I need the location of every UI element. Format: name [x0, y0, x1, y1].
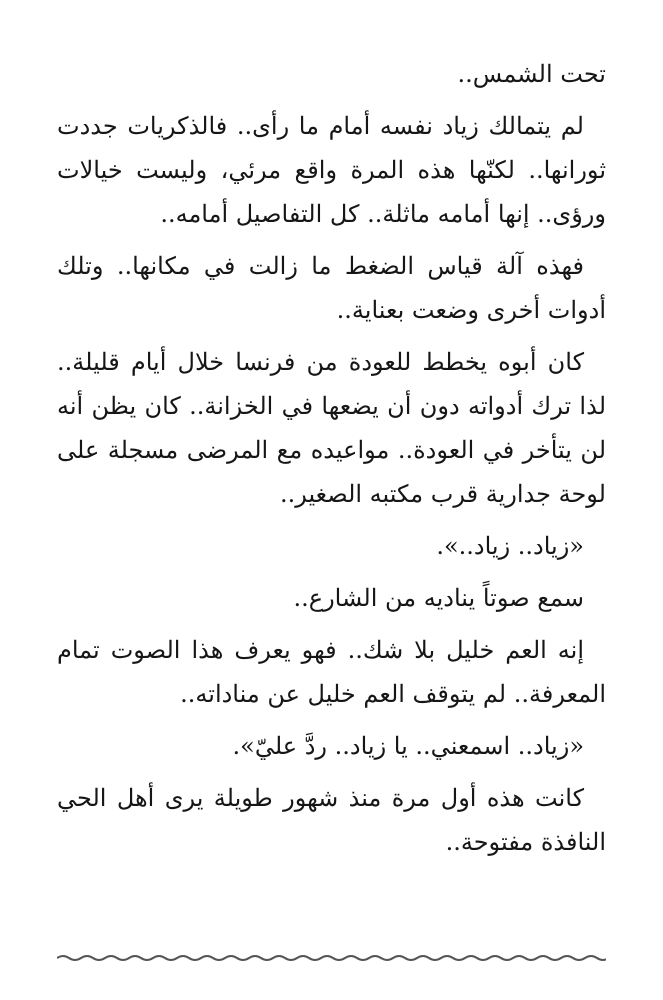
paragraph-3: فهذه آلة قياس الضغط ما زالت في مكانها.. وتلك أدوات أخرى وضعت بعناية..	[57, 252, 606, 324]
paragraph-7: إنه العم خليل بلا شك.. فهو يعرف هذا الصوت تمام المعرفة.. لم يتوقف العم خليل عن مناداته..	[57, 636, 606, 708]
wavy-line-icon	[57, 948, 606, 968]
paragraph-8: «زياد.. اسمعني.. يا زياد.. ردَّ عليّ».	[232, 732, 584, 760]
book-page	[57, 52, 606, 872]
paragraph-9: كانت هذه أول مرة منذ شهور طويلة يرى أهل الحي النافذة مفتوحة..	[57, 784, 606, 856]
paragraph-4: كان أبوه يخطط للعودة من فرنسا خلال أيام قليلة.. لذا ترك أدواته دون أن يضعها في الخزانة.. كان يظن أنه لن يتأخر في العودة.. مواعيده مع المرضى مسجلة على لوحة جدارية قرب مكتبه الصغير..	[57, 348, 606, 508]
paragraph-6: سمع صوتاً يناديه من الشارع..	[293, 584, 584, 612]
paragraph-5: «زياد.. زياد..».	[436, 532, 584, 560]
divider-wave	[57, 956, 606, 960]
paragraph-1: تحت الشمس..	[457, 60, 606, 88]
paragraph-2: لم يتمالك زياد نفسه أمام ما رأى.. فالذكريات جددت ثورانها.. لكنّها هذه المرة واقع مرئي، وليست خيالات ورؤى.. إنها أمامه ماثلة.. كل التفاصيل أمامه..	[57, 112, 606, 228]
